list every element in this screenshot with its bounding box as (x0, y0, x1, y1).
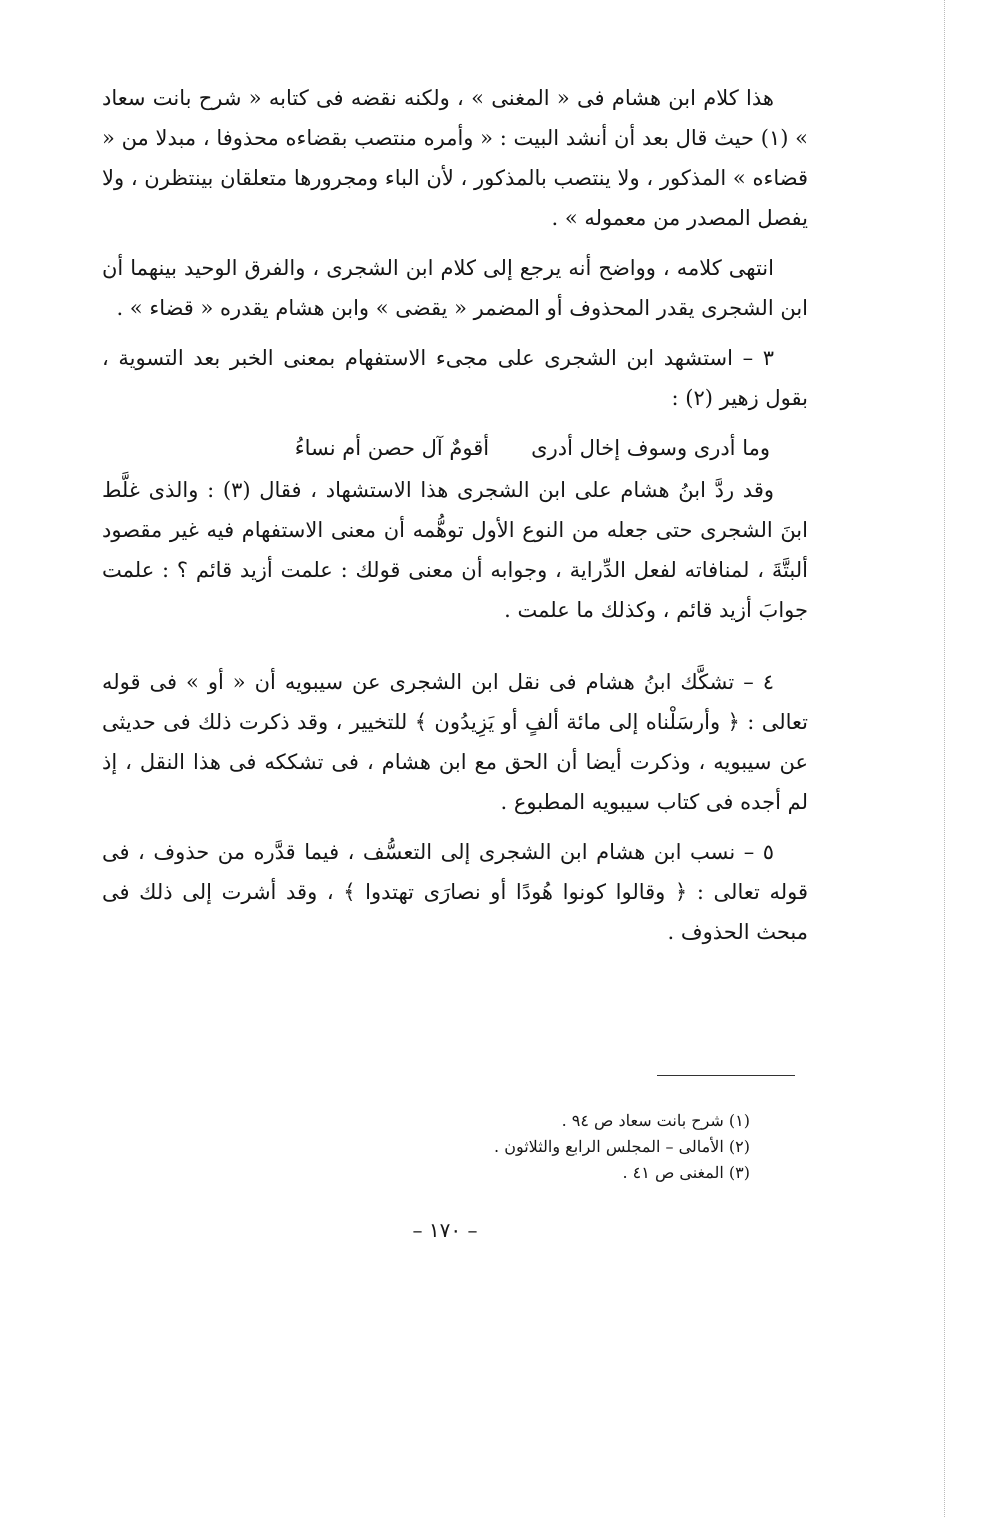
footnote-2: (٢) الأمالى – المجلس الرابع والثلاثون . (494, 1137, 750, 1156)
footnote-1: (١) شرح بانت سعاد ص ٩٤ . (561, 1111, 750, 1130)
footnote-separator (657, 1075, 795, 1076)
verse-second-hemistich: أقومٌ آل حصن أم نساءُ (294, 436, 490, 460)
paragraph-rebuttal: وقد ردَّ ابنُ هشام على ابن الشجرى هذا الاستشهاد ، فقال (٣) : والذى غلَّط ابنَ الشجرى حتى جعله من النوع الأول توهُّمه أن معنى الاستفهام فيه غير مقصود ألبتَّةَ ، لمنافاته لفعل الدِّراية ، وجوابه أن معنى قولك : علمت أزيد قائم ؟ : علمت جوابَ أزيد قائم ، وكذلك ما علمت . (102, 478, 808, 622)
verse-first-hemistich: وما أدرى وسوف إخال أدرى (531, 436, 770, 460)
page-number: – ١٧٠ – (412, 1218, 478, 1242)
footnote-3: (٣) المغنى ص ٤١ . (622, 1163, 750, 1182)
scan-edge-dots (944, 0, 945, 1517)
footnotes (300, 1108, 750, 1186)
paragraph-point-3: ٣ – استشهد ابن الشجرى على مجىء الاستفهام بمعنى الخبر بعد التسوية ، بقول زهير (٢) : (102, 346, 808, 410)
paragraph-point-4: ٤ – تشكَّك ابنُ هشام فى نقل ابن الشجرى عن سيبويه أن « أو » فى قوله تعالى : ﴿ وأرسَلْناه إلى مائة ألفٍ أو يَزِيدُون ﴾ للتخيير ، وقد ذكرت ذلك فى حديثى عن سيبويه ، وذكرت أيضا أن الحق مع ابن هشام ، فى تشككه فى هذا النقل ، إذ لم أجده فى كتاب سيبويه المطبوع . (102, 670, 808, 814)
page-body (102, 78, 808, 962)
paragraph-point-5: ٥ – نسب ابن هشام ابن الشجرى إلى التعسُّف ، فيما قدَّره من حذوف ، فى قوله تعالى : ﴿ وقالوا كونوا هُودًا أو نصارَى تهتدوا ﴾ ، وقد أشرت إلى ذلك فى مبحث الحذوف . (102, 840, 808, 944)
paragraph-gap (102, 640, 808, 662)
poem-verse (102, 428, 808, 468)
paragraph-ibn-hisham-quote: هذا كلام ابن هشام فى « المغنى » ، ولكنه نقضه فى كتابه « شرح بانت سعاد » (١) حيث قال بعد أن أنشد البيت : « وأمره منتصب بقضاءه محذوفا ، مبدلا من « قضاءه » المذكور ، ولا ينتصب بالمذكور ، لأن الباء ومجرورها متعلقان بينتظرن ، ولا يفصل المصدر من معموله » . (102, 86, 809, 230)
paragraph-end-of-quote: انتهى كلامه ، وواضح أنه يرجع إلى كلام ابن الشجرى ، والفرق الوحيد بينهما أن ابن الشجرى يقدر المحذوف أو المضمر « يقضى » وابن هشام يقدره « قضاء » . (102, 256, 808, 320)
